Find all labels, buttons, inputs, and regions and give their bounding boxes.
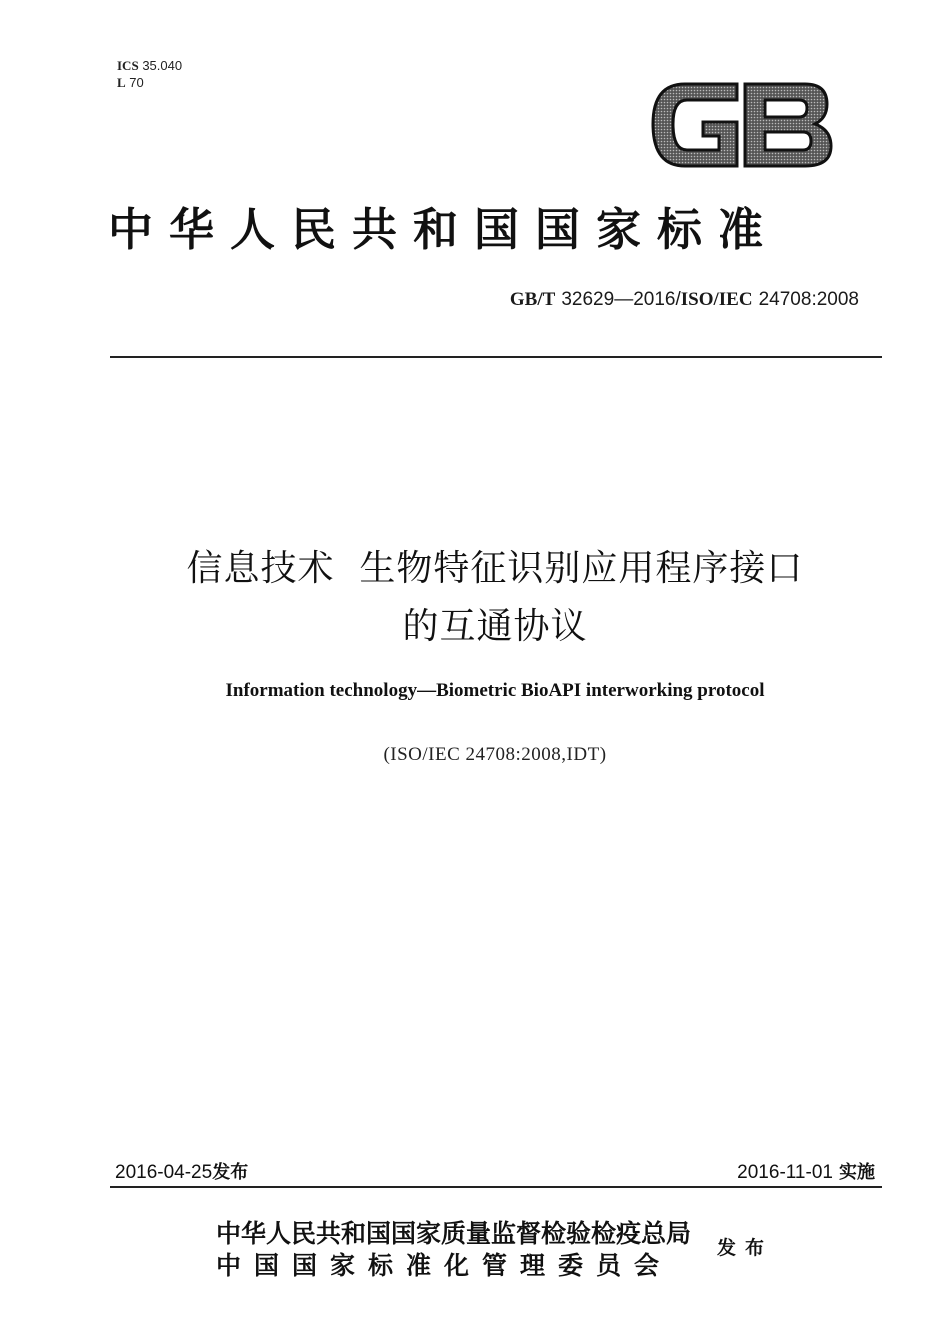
issue-date-value: 2016-04-25: [115, 1162, 213, 1183]
gb-logo-icon: [645, 74, 835, 174]
implement-date-value: 2016-11-01: [737, 1162, 833, 1183]
ics-label: ICS: [117, 58, 139, 73]
document-identity: (ISO/IEC 24708:2008,IDT): [383, 744, 607, 765]
implement-date-label: 实施: [839, 1162, 875, 1183]
issuer-aqsiq: 中华人民共和国国家质量监督检验检疫总局: [216, 1219, 692, 1248]
document-title-cn-line1: 信息技术 生物特征识别应用程序接口: [186, 548, 804, 589]
ccs-code: [117, 75, 144, 91]
issuer-sac: 中国国家标准化管理委员会: [216, 1251, 673, 1280]
ccs-label: L: [117, 75, 126, 90]
standard-number-iso: ISO/IEC: [680, 289, 753, 310]
header-divider: [110, 356, 882, 358]
standard-number-iso-value: 24708:2008: [758, 289, 859, 310]
standard-number-main: 32629—2016/: [561, 289, 681, 310]
standard-number: [510, 288, 859, 311]
issue-date-label: 发布: [212, 1162, 249, 1183]
document-title-en: Information technology—Biometric BioAPI interworking protocol: [225, 680, 765, 701]
ics-value: 35.040: [142, 58, 183, 73]
footer-divider: [110, 1186, 882, 1188]
ics-code: [117, 58, 182, 74]
standard-number-prefix: GB/T: [509, 289, 556, 310]
standard-title: 中华人民共和国国家标准: [108, 203, 780, 256]
issue-date: [115, 1158, 248, 1184]
publish-label: 发布: [717, 1237, 774, 1259]
document-title-cn-line2: 的互通协议: [402, 606, 588, 647]
implement-date: [737, 1158, 875, 1184]
ccs-value: 70: [129, 75, 144, 90]
